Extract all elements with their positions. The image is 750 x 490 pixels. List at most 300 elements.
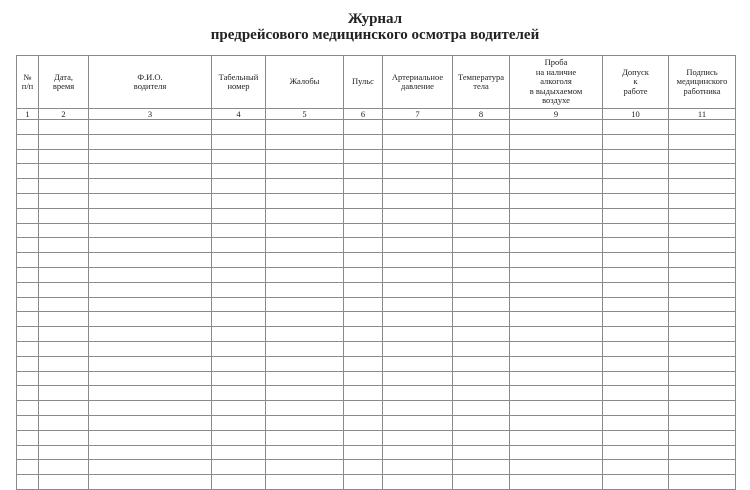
header-cell-date-time: Дата, время: [39, 56, 89, 109]
table-cell[interactable]: [383, 371, 453, 386]
table-cell[interactable]: [510, 341, 603, 356]
table-cell[interactable]: [344, 223, 383, 238]
table-cell[interactable]: [17, 475, 39, 490]
table-cell[interactable]: [89, 341, 212, 356]
table-cell[interactable]: [669, 460, 736, 475]
table-cell[interactable]: [603, 208, 669, 223]
table-row: [17, 149, 736, 164]
table-cell[interactable]: [39, 445, 89, 460]
table-cell[interactable]: [669, 312, 736, 327]
table-cell[interactable]: [89, 475, 212, 490]
table-cell[interactable]: [510, 356, 603, 371]
table-cell[interactable]: [453, 223, 510, 238]
table-cell[interactable]: [212, 208, 266, 223]
table-cell[interactable]: [510, 238, 603, 253]
table-cell[interactable]: [669, 223, 736, 238]
table-cell[interactable]: [344, 282, 383, 297]
table-cell[interactable]: [266, 208, 344, 223]
table-cell[interactable]: [383, 475, 453, 490]
table-cell[interactable]: [89, 120, 212, 135]
journal-table: [16, 55, 736, 490]
table-cell[interactable]: [669, 386, 736, 401]
table-cell[interactable]: [510, 179, 603, 194]
table-cell[interactable]: [383, 120, 453, 135]
table-cell[interactable]: [89, 386, 212, 401]
table-cell[interactable]: [603, 134, 669, 149]
table-cell[interactable]: [266, 327, 344, 342]
table-cell[interactable]: [669, 149, 736, 164]
table-cell[interactable]: [453, 415, 510, 430]
table-cell[interactable]: [39, 460, 89, 475]
table-cell[interactable]: [344, 312, 383, 327]
table-cell[interactable]: [212, 179, 266, 194]
table-cell[interactable]: [89, 297, 212, 312]
table-cell[interactable]: [603, 356, 669, 371]
column-number-cell: 3: [89, 109, 212, 120]
table-cell[interactable]: [212, 149, 266, 164]
table-row: [17, 193, 736, 208]
table-cell[interactable]: [17, 149, 39, 164]
table-cell[interactable]: [453, 149, 510, 164]
table-cell[interactable]: [603, 430, 669, 445]
table-cell[interactable]: [344, 193, 383, 208]
table-row: [17, 223, 736, 238]
table-cell[interactable]: [453, 341, 510, 356]
table-cell[interactable]: [17, 164, 39, 179]
table-row: [17, 371, 736, 386]
table-cell[interactable]: [89, 134, 212, 149]
table-cell[interactable]: [510, 445, 603, 460]
table-cell[interactable]: [89, 430, 212, 445]
table-cell[interactable]: [266, 341, 344, 356]
table-cell[interactable]: [383, 401, 453, 416]
table-cell[interactable]: [453, 401, 510, 416]
table-cell[interactable]: [39, 341, 89, 356]
table-cell[interactable]: [603, 460, 669, 475]
table-cell[interactable]: [39, 371, 89, 386]
table-cell[interactable]: [669, 297, 736, 312]
table-cell[interactable]: [603, 371, 669, 386]
table-cell[interactable]: [89, 193, 212, 208]
table-cell[interactable]: [603, 164, 669, 179]
table-cell[interactable]: [89, 371, 212, 386]
table-cell[interactable]: [17, 253, 39, 268]
table-cell[interactable]: [17, 208, 39, 223]
table-row: [17, 120, 736, 135]
table-cell[interactable]: [266, 120, 344, 135]
table-cell[interactable]: [603, 193, 669, 208]
table-cell[interactable]: [453, 312, 510, 327]
table-cell[interactable]: [17, 193, 39, 208]
table-cell[interactable]: [603, 386, 669, 401]
table-cell[interactable]: [212, 415, 266, 430]
table-cell[interactable]: [17, 179, 39, 194]
table-cell[interactable]: [669, 430, 736, 445]
table-row: [17, 312, 736, 327]
table-cell[interactable]: [453, 386, 510, 401]
table-cell[interactable]: [669, 356, 736, 371]
table-cell[interactable]: [510, 223, 603, 238]
table-cell[interactable]: [669, 327, 736, 342]
table-cell[interactable]: [510, 120, 603, 135]
table-cell[interactable]: [89, 267, 212, 282]
table-cell[interactable]: [669, 238, 736, 253]
table-cell[interactable]: [344, 120, 383, 135]
table-row: [17, 356, 736, 371]
table-cell[interactable]: [89, 327, 212, 342]
table-cell[interactable]: [344, 460, 383, 475]
table-cell[interactable]: [17, 430, 39, 445]
table-cell[interactable]: [603, 327, 669, 342]
table-cell[interactable]: [17, 386, 39, 401]
table-cell[interactable]: [453, 371, 510, 386]
table-cell[interactable]: [344, 371, 383, 386]
table-cell[interactable]: [212, 238, 266, 253]
table-cell[interactable]: [39, 164, 89, 179]
table-cell[interactable]: [266, 371, 344, 386]
table-cell[interactable]: [17, 267, 39, 282]
table-cell[interactable]: [603, 341, 669, 356]
table-cell[interactable]: [669, 371, 736, 386]
table-cell[interactable]: [17, 415, 39, 430]
header-cell-medic-signature: Подпись медицинского работника: [669, 56, 736, 109]
table-cell[interactable]: [344, 327, 383, 342]
table-cell[interactable]: [603, 312, 669, 327]
table-cell[interactable]: [669, 445, 736, 460]
table-cell[interactable]: [39, 208, 89, 223]
table-cell[interactable]: [453, 282, 510, 297]
table-cell[interactable]: [453, 460, 510, 475]
table-cell[interactable]: [89, 208, 212, 223]
table-cell[interactable]: [383, 223, 453, 238]
table-cell[interactable]: [383, 312, 453, 327]
table-cell[interactable]: [669, 341, 736, 356]
table-cell[interactable]: [510, 297, 603, 312]
table-cell[interactable]: [17, 460, 39, 475]
table-row: [17, 386, 736, 401]
table-cell[interactable]: [17, 282, 39, 297]
table-cell[interactable]: [344, 149, 383, 164]
table-row: [17, 208, 736, 223]
table-cell[interactable]: [212, 297, 266, 312]
table-cell[interactable]: [603, 282, 669, 297]
column-number-cell: 8: [453, 109, 510, 120]
header-row: [17, 56, 736, 109]
table-cell[interactable]: [344, 238, 383, 253]
table-cell[interactable]: [383, 238, 453, 253]
table-cell[interactable]: [383, 445, 453, 460]
table-cell[interactable]: [453, 164, 510, 179]
table-cell[interactable]: [603, 401, 669, 416]
table-cell[interactable]: [212, 371, 266, 386]
table-cell[interactable]: [510, 164, 603, 179]
table-cell[interactable]: [39, 430, 89, 445]
column-number-cell: 10: [603, 109, 669, 120]
table-cell[interactable]: [39, 253, 89, 268]
table-cell[interactable]: [669, 253, 736, 268]
table-cell[interactable]: [266, 238, 344, 253]
table-cell[interactable]: [344, 415, 383, 430]
table-cell[interactable]: [510, 475, 603, 490]
table-cell[interactable]: [212, 341, 266, 356]
table-cell[interactable]: [603, 149, 669, 164]
table-cell[interactable]: [510, 386, 603, 401]
table-cell[interactable]: [510, 312, 603, 327]
table-cell[interactable]: [212, 356, 266, 371]
table-cell[interactable]: [344, 253, 383, 268]
table-cell[interactable]: [669, 164, 736, 179]
table-cell[interactable]: [453, 238, 510, 253]
table-cell[interactable]: [89, 253, 212, 268]
table-cell[interactable]: [603, 223, 669, 238]
table-cell[interactable]: [383, 149, 453, 164]
table-cell[interactable]: [89, 460, 212, 475]
table-cell[interactable]: [344, 401, 383, 416]
table-cell[interactable]: [266, 475, 344, 490]
table-cell[interactable]: [212, 134, 266, 149]
table-cell[interactable]: [510, 282, 603, 297]
table-cell[interactable]: [383, 208, 453, 223]
table-row: [17, 460, 736, 475]
table-cell[interactable]: [39, 179, 89, 194]
table-cell[interactable]: [212, 120, 266, 135]
table-cell[interactable]: [17, 120, 39, 135]
table-cell[interactable]: [266, 282, 344, 297]
table-cell[interactable]: [383, 297, 453, 312]
table-cell[interactable]: [510, 253, 603, 268]
table-cell[interactable]: [344, 208, 383, 223]
column-number-cell: 9: [510, 109, 603, 120]
table-cell[interactable]: [344, 267, 383, 282]
table-cell[interactable]: [510, 371, 603, 386]
table-cell[interactable]: [603, 238, 669, 253]
table-row: [17, 327, 736, 342]
table-cell[interactable]: [212, 460, 266, 475]
table-cell[interactable]: [453, 430, 510, 445]
table-cell[interactable]: [510, 415, 603, 430]
table-cell[interactable]: [603, 267, 669, 282]
table-cell[interactable]: [89, 312, 212, 327]
table-cell[interactable]: [603, 445, 669, 460]
table-cell[interactable]: [212, 223, 266, 238]
table-row: [17, 445, 736, 460]
table-cell[interactable]: [669, 193, 736, 208]
table-cell[interactable]: [383, 415, 453, 430]
table-cell[interactable]: [212, 253, 266, 268]
table-cell[interactable]: [669, 415, 736, 430]
table-cell[interactable]: [453, 297, 510, 312]
table-cell[interactable]: [603, 120, 669, 135]
table-cell[interactable]: [39, 120, 89, 135]
table-cell[interactable]: [17, 297, 39, 312]
table-cell[interactable]: [344, 297, 383, 312]
table-cell[interactable]: [89, 282, 212, 297]
table-cell[interactable]: [383, 134, 453, 149]
table-cell[interactable]: [17, 238, 39, 253]
table-row: [17, 430, 736, 445]
table-cell[interactable]: [383, 341, 453, 356]
table-cell[interactable]: [669, 401, 736, 416]
table-cell[interactable]: [212, 193, 266, 208]
header-cell-alcohol-test: Проба на наличие алкоголя в выдыхаемом воздухе: [510, 56, 603, 109]
table-cell[interactable]: [212, 327, 266, 342]
table-cell[interactable]: [510, 401, 603, 416]
table-cell[interactable]: [266, 164, 344, 179]
table-cell[interactable]: [212, 282, 266, 297]
table-cell[interactable]: [17, 356, 39, 371]
table-cell[interactable]: [266, 386, 344, 401]
table-cell[interactable]: [266, 223, 344, 238]
table-cell[interactable]: [669, 134, 736, 149]
table-cell[interactable]: [344, 386, 383, 401]
table-cell[interactable]: [266, 445, 344, 460]
table-cell[interactable]: [39, 267, 89, 282]
table-cell[interactable]: [510, 208, 603, 223]
table-cell[interactable]: [17, 312, 39, 327]
table-cell[interactable]: [453, 208, 510, 223]
table-cell[interactable]: [344, 430, 383, 445]
table-cell[interactable]: [39, 134, 89, 149]
table-cell[interactable]: [17, 341, 39, 356]
table-cell[interactable]: [266, 267, 344, 282]
table-cell[interactable]: [510, 267, 603, 282]
table-cell[interactable]: [453, 445, 510, 460]
table-cell[interactable]: [453, 120, 510, 135]
table-cell[interactable]: [266, 193, 344, 208]
table-cell[interactable]: [510, 460, 603, 475]
table-cell[interactable]: [669, 267, 736, 282]
table-cell[interactable]: [453, 267, 510, 282]
table-cell[interactable]: [510, 327, 603, 342]
table-cell[interactable]: [212, 475, 266, 490]
table-cell[interactable]: [89, 149, 212, 164]
table-cell[interactable]: [453, 134, 510, 149]
table-cell[interactable]: [39, 386, 89, 401]
table-cell[interactable]: [344, 179, 383, 194]
table-cell[interactable]: [453, 327, 510, 342]
table-cell[interactable]: [212, 445, 266, 460]
table-cell[interactable]: [212, 430, 266, 445]
table-cell[interactable]: [39, 282, 89, 297]
table-cell[interactable]: [383, 460, 453, 475]
table-cell[interactable]: [89, 179, 212, 194]
table-cell[interactable]: [17, 401, 39, 416]
table-cell[interactable]: [383, 327, 453, 342]
table-cell[interactable]: [266, 149, 344, 164]
header-cell-number: № п/п: [17, 56, 39, 109]
table-cell[interactable]: [603, 475, 669, 490]
table-cell[interactable]: [39, 312, 89, 327]
table-cell[interactable]: [89, 401, 212, 416]
table-cell[interactable]: [266, 312, 344, 327]
table-cell[interactable]: [17, 371, 39, 386]
table-row: [17, 134, 736, 149]
table-cell[interactable]: [383, 253, 453, 268]
table-cell[interactable]: [39, 297, 89, 312]
table-cell[interactable]: [383, 267, 453, 282]
table-cell[interactable]: [669, 120, 736, 135]
table-cell[interactable]: [266, 253, 344, 268]
table-cell[interactable]: [17, 327, 39, 342]
table-cell[interactable]: [266, 415, 344, 430]
table-cell[interactable]: [603, 253, 669, 268]
table-cell[interactable]: [603, 415, 669, 430]
table-cell[interactable]: [453, 475, 510, 490]
table-cell[interactable]: [212, 312, 266, 327]
table-cell[interactable]: [212, 401, 266, 416]
table-cell[interactable]: [344, 356, 383, 371]
table-cell[interactable]: [383, 193, 453, 208]
table-cell[interactable]: [344, 341, 383, 356]
column-number-row: [17, 109, 736, 120]
table-cell[interactable]: [212, 164, 266, 179]
table-cell[interactable]: [669, 282, 736, 297]
table-cell[interactable]: [510, 134, 603, 149]
table-cell[interactable]: [17, 134, 39, 149]
table-cell[interactable]: [39, 149, 89, 164]
table-cell[interactable]: [266, 134, 344, 149]
table-cell[interactable]: [39, 223, 89, 238]
table-cell[interactable]: [89, 238, 212, 253]
table-cell[interactable]: [266, 401, 344, 416]
table-cell[interactable]: [603, 179, 669, 194]
table-cell[interactable]: [383, 282, 453, 297]
table-cell[interactable]: [510, 193, 603, 208]
table-cell[interactable]: [89, 164, 212, 179]
table-cell[interactable]: [17, 223, 39, 238]
table-cell[interactable]: [453, 253, 510, 268]
table-cell[interactable]: [89, 415, 212, 430]
table-cell[interactable]: [89, 445, 212, 460]
table-cell[interactable]: [510, 149, 603, 164]
table-cell[interactable]: [39, 401, 89, 416]
table-cell[interactable]: [383, 386, 453, 401]
table-cell[interactable]: [39, 193, 89, 208]
table-cell[interactable]: [453, 193, 510, 208]
table-cell[interactable]: [383, 179, 453, 194]
table-cell[interactable]: [669, 475, 736, 490]
table-cell[interactable]: [39, 415, 89, 430]
table-cell[interactable]: [669, 179, 736, 194]
table-cell[interactable]: [266, 179, 344, 194]
table-cell[interactable]: [17, 445, 39, 460]
table-cell[interactable]: [453, 356, 510, 371]
table-cell[interactable]: [266, 356, 344, 371]
table-cell[interactable]: [669, 208, 736, 223]
table-cell[interactable]: [266, 430, 344, 445]
table-cell[interactable]: [383, 164, 453, 179]
table-cell[interactable]: [39, 356, 89, 371]
table-cell[interactable]: [39, 327, 89, 342]
table-cell[interactable]: [453, 179, 510, 194]
table-cell[interactable]: [212, 386, 266, 401]
table-cell[interactable]: [510, 430, 603, 445]
table-cell[interactable]: [89, 356, 212, 371]
table-cell[interactable]: [344, 475, 383, 490]
table-cell[interactable]: [603, 297, 669, 312]
table-cell[interactable]: [39, 238, 89, 253]
table-cell[interactable]: [383, 430, 453, 445]
table-cell[interactable]: [266, 460, 344, 475]
table-cell[interactable]: [344, 134, 383, 149]
table-cell[interactable]: [39, 475, 89, 490]
table-cell[interactable]: [383, 356, 453, 371]
table-cell[interactable]: [89, 223, 212, 238]
table-cell[interactable]: [344, 445, 383, 460]
table-cell[interactable]: [344, 164, 383, 179]
table-cell[interactable]: [266, 297, 344, 312]
table-cell[interactable]: [212, 267, 266, 282]
